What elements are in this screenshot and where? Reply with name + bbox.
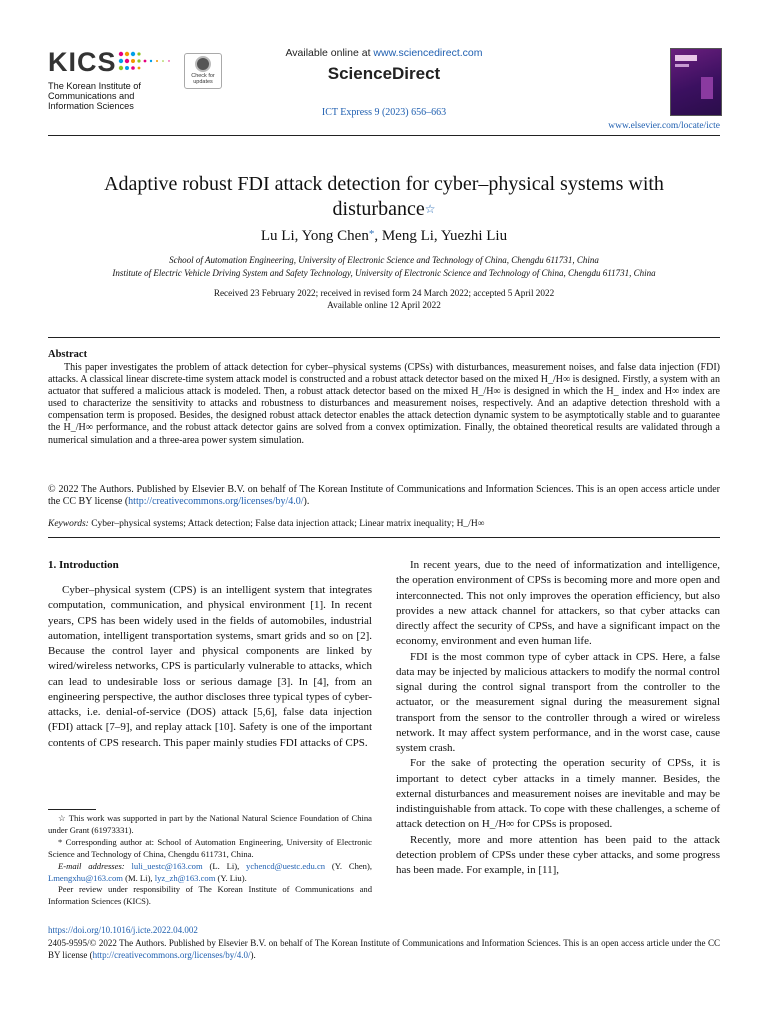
footer-license-link[interactable]: http://creativecommons.org/licenses/by/4.0/ — [92, 949, 251, 960]
kics-org-name: The Korean Institute of Communications and Information Sciences — [48, 81, 141, 111]
kics-wordmark: KICS — [48, 47, 117, 77]
journal-reference[interactable]: ICT Express 9 (2023) 656–663 — [321, 107, 447, 118]
footnotes: ☆ This work was supported in part by the National Natural Science Foundation of China under Grant (61973331). * Corresponding author at: School of Automation Engineering, University of Electronic Science and Technology of China, Chengdu 611731, China. E-mail addresses: luli_uestc@163.com (L. Li), ychencd@uestc.edu.cn (Y. Chen), Lmengxhu@163.com (M. Li), lyz_zh@163.com (Y. Liu). Peer review under responsibility of The Korean Institute of Communications and Information Sciences (KICS). — [48, 813, 372, 907]
title-footnote-mark[interactable]: ☆ — [424, 202, 436, 216]
check-for-updates-button[interactable]: Check for updates — [184, 53, 222, 89]
email-link[interactable]: lyz_zh@163.com — [154, 872, 216, 883]
author-list: Lu Li, Yong Chen*, Meng Li, Yuezhi Liu — [260, 228, 508, 244]
abstract-heading: Abstract — [48, 349, 88, 360]
keywords: Keywords: Cyber–physical systems; Attack detection; False data injection attack; Linear matrix inequality; H_/H∞ — [48, 519, 485, 529]
left-column-text: Cyber–physical system (CPS) is an intelligent system that integrates computation, communication, and physical environment [1]. In recent years, CPS has been widely used in the fields of automobiles, industrial automation, intelligent transportation systems, smart grids and so on [2]. Because the control layer and physical components are linked by wired/wireless networks, CPS is particularly vulnerable to attacks, which can lead to undesirable loss or serious damage [3]. In [4], from an engineering perspective, the author discloses three typical types of cyber-attacks, i.e. denial-of-service (DOS) attack [5,6], false data injection (FDI) attack [7–9], and replay attack [10]. Safety is one of the important contents of CPS research. This paper mainly studies FDI attacks of CPS. — [48, 584, 372, 749]
corresponding-author-mark[interactable]: * — [368, 228, 375, 240]
sciencedirect-link[interactable]: www.sciencedirect.com — [373, 47, 483, 59]
sciencedirect-logo: ScienceDirect — [327, 64, 441, 83]
doi-link[interactable]: https://doi.org/10.1016/j.icte.2022.04.002 — [48, 925, 198, 935]
journal-cover-image[interactable] — [670, 48, 722, 116]
abstract-copyright: © 2022 The Authors. Published by Elsevier B.V. on behalf of The Korean Institute of Communications and Information Sciences. This is an open access article under the CC BY license (http://creativecommons.org/licenses/by/4.0/). — [48, 484, 720, 508]
email-link[interactable]: luli_uestc@163.com — [131, 860, 203, 871]
email-link[interactable]: ychencd@uestc.edu.cn — [246, 860, 326, 871]
email-link[interactable]: Lmengxhu@163.com — [48, 872, 123, 883]
article-dates: Received 23 February 2022; received in revised form 24 March 2022; accepted 5 April 2022 Available online 12 April 2022 — [213, 288, 555, 310]
cc-license-link[interactable]: http://creativecommons.org/licenses/by/4.0/ — [128, 496, 304, 508]
section-heading-introduction: 1. Introduction — [48, 559, 119, 571]
abstract-divider — [48, 337, 720, 338]
elsevier-link[interactable]: www.elsevier.com/locate/icte — [608, 121, 720, 131]
keywords-divider — [48, 537, 720, 538]
license-footer: 2405-9595/© 2022 The Authors. Published by Elsevier B.V. on behalf of The Korean Institute of Communications and Information Sciences. This is an open access article under the CC BY license (http://creativecommons.org/licenses/by/4.0/). — [48, 938, 720, 960]
article-title: Adaptive robust FDI attack detection for cyber–physical systems with disturbance☆ — [104, 173, 664, 220]
available-online: Available online at www.sciencedirect.com — [285, 47, 483, 59]
right-column-text: In recent years, due to the need of informatization and intelligence, the operation environment of CPSs is becoming more and more open and interconnected. This not only improves the operation efficiency, but also provides a new attack channel for attackers, so that cyber attacks can directly affect the security of CPSs, and have a significant impact on the economy, environment and even human life. FDI is the most common type of cyber attack in CPS. Here, a false data may be injected by malicious attackers to modify the normal control signal during the control signal transport from the controller to the actuator, or the measurement signal during the measurement signal transport from the sensor to the controller through a wired or wireless network. It may affect system performance, and in the worst case, cause system crash. For the sake of protecting the operation security of CPSs, it is important to detect cyber attacks in a timely manner. Besides, the external disturbances and measurement noises are inevitable and may be indistinguishable from attack. To cope with these challenges, a scheme of attack detection on H_/H∞ for CPSs is proposed. Recently, more and more attention has been paid to the attack detection problem of CPSs under these cyber attacks, and some progress has been made. For example, in [11], — [396, 559, 720, 876]
header-divider — [48, 135, 720, 136]
footnote-divider — [48, 809, 96, 810]
affiliations: School of Automation Engineering, University of Electronic Science and Technology of China, Chengdu 611731, China Institute of Electric Vehicle Driving System and Safety Technology, University of Electronic Science and Technology of China, Chengdu 611731, China — [112, 255, 656, 278]
abstract-text: This paper investigates the problem of attack detection for cyber–physical systems (CPSs) with disturbances, measurement noises, and false data injection (FDI) attacks. A classical linear discrete-time system attack model is constructed and a robust attack detector based on the mixed H_/H∞ is designed. Firstly, a system with an actuator that suffered a malicious attack is modeled. Then, a robust attack detector based on the mixed H_/H∞ is designed in which the H_ index and H∞ index are used to characterize the sensitivity to attacks and robustness to disturbances and measurement noises, respectively. And an adaptive detection threshold with a compensation term is proposed. Besides, the designed robust attack detector enables the attack detection dynamic system to be asymptotically stable and to guarantee the H_/H∞ performance, and the robust attack detector gains are solved from a convex optimization. Finally, the obtained theoretical results are validated through a numerical simulation and a three-area power system simulation. — [48, 362, 720, 446]
